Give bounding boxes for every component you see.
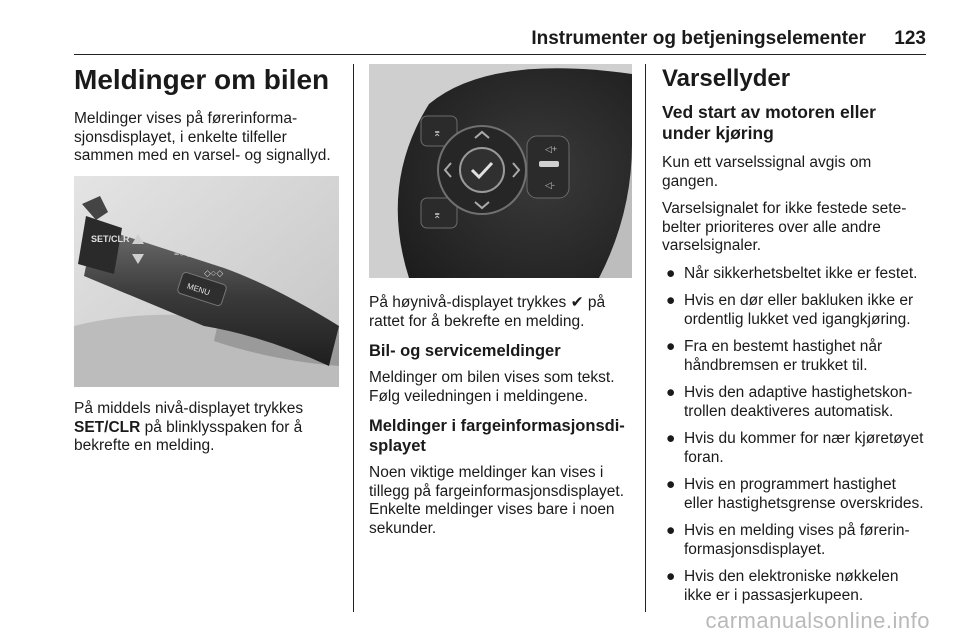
bullet-icon: ● [666,338,676,355]
menu-label: MENU [185,281,212,298]
middle-column [369,294,635,547]
color-display-text: Noen viktige meldinger kan vises i tillegg på fargeinformasjonsdisplayet. Enkelte meldinger vises bare i noen sekunder. [369,464,625,537]
bullet-icon: ● [666,384,676,401]
bullet-icon: ● [666,522,676,539]
watermark: carmanualsonline.info [705,608,930,633]
warning-chimes-p2: Varselsignalet for ikke festede setebelter prioriteres over alle andre varselsignaler. [662,200,907,254]
svg-text:◇○◇: ◇○◇ [204,268,224,278]
left-column [74,64,342,175]
chapter-title: Instrumenter og betjeningselementer [531,28,866,49]
list-item-text: Hvis du kommer for nær kjøretøyet foran. [684,430,924,466]
warning-conditions-list [662,265,928,606]
list-item [662,522,928,559]
intro-paragraph: Meldinger vises på førerinformasjonsdisplayet, i enkelte tilfeller sammen med en varsel- og signallyd. [74,110,331,164]
svg-text:◁-: ◁- [545,180,555,190]
list-item [662,384,928,421]
section-heading-color-display: Meldinger i fargeinformasjonsdisplayet [369,417,625,455]
list-item [662,265,928,284]
bullet-icon: ● [666,292,676,309]
section-heading-vehicle-messages: Bil- og servicemeldinger [369,342,561,360]
warning-chimes-subheading: Ved start av motoren eller under kjøring [662,102,876,143]
left-caption [74,400,342,465]
steering-wheel-figure [369,64,632,278]
bullet-icon: ● [666,430,676,447]
bullet-icon: ● [666,568,676,585]
list-item [662,292,928,329]
steering-wheel-caption: På høynivå-displayet trykkes ✔ på rattet for å bekrefte en melding. [369,294,606,330]
right-column [662,64,928,614]
list-item-text: Når sikkerhetsbeltet ikke er festet. [684,264,918,282]
list-item-text: Hvis en dør eller bakluken ikke er ordentlig lukket ved igangkjøring. [684,292,914,328]
vehicle-messages-text: Meldinger om bilen vises som tekst. Følg veiledningen i meldingene. [369,369,615,405]
page-number: 123 [894,28,926,49]
turn-signal-lever-illustration [74,176,339,387]
page-header [74,28,926,55]
warning-chimes-p1: Kun ett varselssignal avgis om gangen. [662,154,872,190]
svg-text:≡○◇: ≡○◇ [174,248,192,258]
turn-signal-lever-figure [74,176,339,387]
list-item-text: Hvis den adaptive hastighetskontrollen deaktiveres automatisk. [684,384,913,420]
list-item [662,430,928,467]
set-clr-label: SET/CLR [91,234,130,244]
lever-caption: På middels nivå-displayet trykkes SET/CLR på blinklysspaken for å bekrefte en melding. [74,400,304,454]
steering-wheel-illustration [369,64,632,278]
bullet-icon: ● [666,476,676,493]
list-item-text: Hvis en melding vises på førerinformasjonsdisplayet. [684,522,910,558]
warning-chimes-heading: Varsellyder [662,65,791,92]
svg-text:◁+: ◁+ [545,144,558,154]
list-item-text: Hvis en programmert hastighet eller hastighetsgrense overskrides. [684,476,924,512]
list-item-text: Hvis den elektroniske nøkkelen ikke er i passasjerkupeen. [684,568,899,604]
set-clr-keyword: SET/CLR [74,418,141,436]
bullet-icon: ● [666,264,676,282]
list-item-text: Fra en bestemt hastighet når håndbremsen er trukket til. [684,338,883,374]
svg-text:⌆: ⌆ [433,128,442,139]
ok-button[interactable] [460,148,504,192]
list-item [662,476,928,513]
column-divider-right [645,64,646,612]
list-item [662,568,928,605]
column-divider-left [353,64,354,612]
section-heading: Meldinger om bilen [74,64,330,95]
list-item [662,338,928,375]
svg-text:⌆: ⌆ [433,210,442,221]
